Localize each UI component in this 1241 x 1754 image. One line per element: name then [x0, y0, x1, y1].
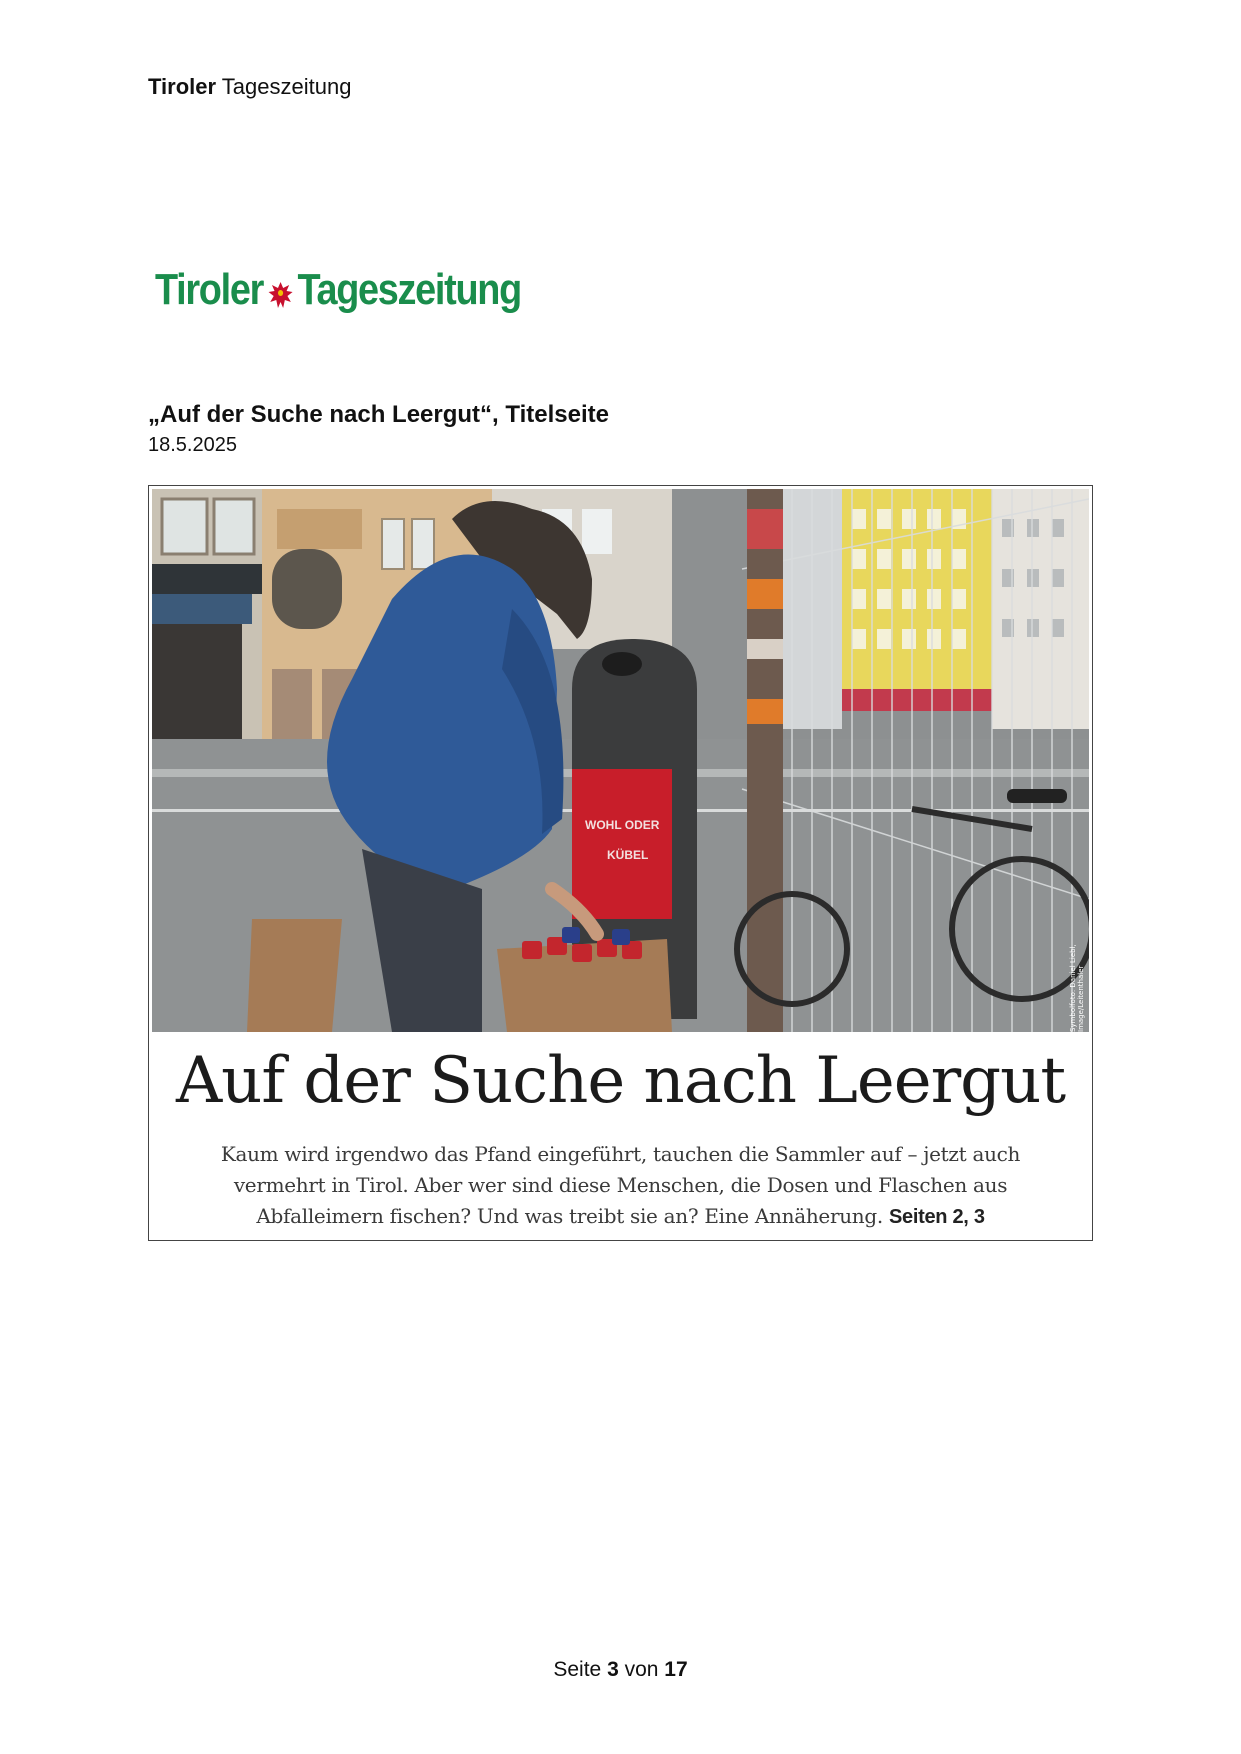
- clipping-teaser: [199, 1139, 1042, 1233]
- photo-credit: Symbolfoto: Daniel Liebl, Image/Leitenthaler: [1069, 944, 1085, 1032]
- article-date: 18.5.2025: [148, 434, 237, 456]
- teaser-line: Kaum wird irgendwo das Pfand eingeführt, tauchen die Sammler auf – jetzt auch: [220, 1142, 1021, 1166]
- article-title: „Auf der Suche nach Leergut“, Titelseite: [148, 401, 609, 428]
- teaser-line: [199, 1201, 1042, 1233]
- page-reference: Seiten 2, 3: [889, 1206, 985, 1228]
- footer-middle: von: [624, 1658, 659, 1681]
- header-publication-rest: Tageszeitung: [221, 74, 352, 99]
- header-publication-bold: Tiroler: [148, 74, 217, 99]
- footer-prefix: Seite: [553, 1658, 602, 1681]
- cover-photo: [152, 489, 1089, 1032]
- logo-right-word: Tageszeitung: [297, 265, 521, 314]
- publication-logo: [155, 262, 521, 318]
- bin-text-1: WOHL ODER: [585, 818, 660, 832]
- teaser-line: vermehrt in Tirol. Aber wer sind diese Menschen, die Dosen und Flaschen aus: [233, 1173, 1008, 1197]
- page-footer: [0, 1658, 1241, 1682]
- tyrolean-eagle-icon: [266, 273, 295, 307]
- bin-text-2: KÜBEL: [607, 848, 649, 862]
- document-header: [148, 74, 351, 100]
- footer-total-pages: 17: [664, 1658, 688, 1681]
- newspaper-clipping: [148, 485, 1093, 1241]
- footer-current-page: 3: [607, 1658, 619, 1681]
- teaser-line-text: Abfalleimern fischen? Und was treibt sie an? Eine Annäherung.: [256, 1204, 883, 1228]
- logo-left-word: Tiroler: [155, 265, 264, 314]
- clipping-headline: Auf der Suche nach Leergut: [175, 1044, 1066, 1118]
